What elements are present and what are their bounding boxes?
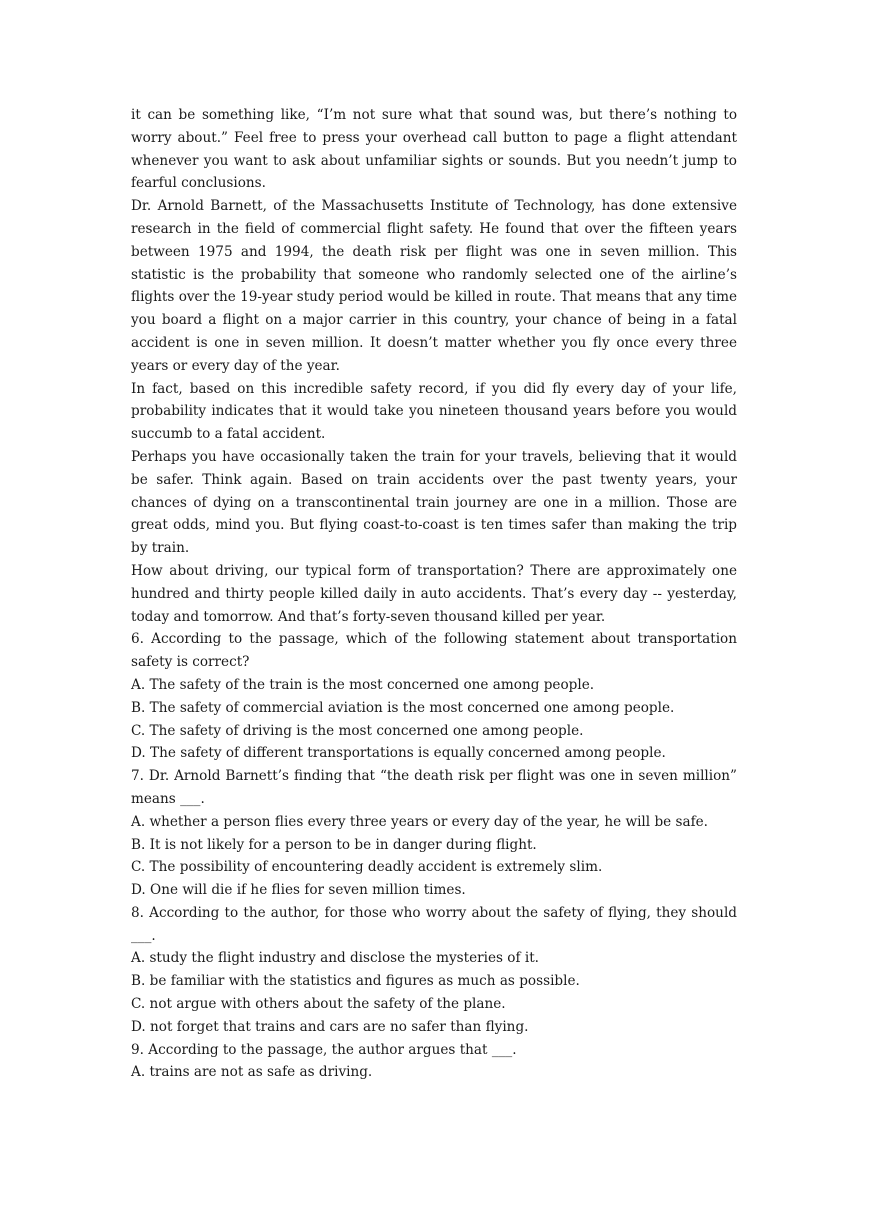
- question-7: [131, 765, 737, 902]
- question-9: [131, 1039, 737, 1085]
- answer-option: A. The safety of the train is the most concerned one among people.: [131, 676, 595, 693]
- question-stem: 9. According to the passage, the author argues that ___.: [131, 1041, 517, 1058]
- passage-paragraph: In fact, based on this incredible safety record, if you did fly every day of your life, probability indicates that it would take you nineteen thousand years before you would succumb to a fatal accident.: [131, 380, 737, 443]
- answer-option: C. The possibility of encountering deadly accident is extremely slim.: [131, 859, 603, 876]
- answer-option: B. It is not likely for a person to be in danger during flight.: [131, 836, 537, 853]
- passage-paragraph: it can be something like, “I’m not sure what that sound was, but there’s nothing to worry about.” Feel free to press your overhead call button to page a flight attendant whenever you want to ask about unfamiliar sights or sounds. But you needn’t jump to fearful conclusions.: [131, 107, 737, 192]
- answer-option: D. not forget that trains and cars are no safer than flying.: [131, 1018, 529, 1035]
- question-stem: 7. Dr. Arnold Barnett’s finding that “the death risk per flight was one in seven million” means ___.: [131, 768, 737, 807]
- passage-paragraph: How about driving, our typical form of transportation? There are approximately one hundred and thirty people killed daily in auto accidents. That’s every day -- yesterday, today and tomorrow. And that’s forty-seven thousand killed per year.: [131, 562, 737, 625]
- answer-option: B. The safety of commercial aviation is the most concerned one among people.: [131, 699, 675, 716]
- document-page: [131, 104, 737, 1084]
- answer-option: D. One will die if he flies for seven million times.: [131, 882, 466, 899]
- passage: [131, 104, 737, 628]
- answer-option: C. The safety of driving is the most concerned one among people.: [131, 722, 584, 739]
- answer-option: C. not argue with others about the safety of the plane.: [131, 996, 506, 1013]
- answer-option: D. The safety of different transportations is equally concerned among people.: [131, 745, 666, 762]
- question-6: [131, 628, 737, 765]
- answer-option: B. be familiar with the statistics and figures as much as possible.: [131, 973, 580, 990]
- answer-option: A. whether a person flies every three years or every day of the year, he will be safe.: [131, 813, 708, 830]
- answer-option: A. study the flight industry and disclose the mysteries of it.: [131, 950, 539, 967]
- question-stem: 8. According to the author, for those who worry about the safety of flying, they should ___.: [131, 904, 737, 944]
- question-stem: 6. According to the passage, which of the following statement about transportation safety is correct?: [131, 631, 737, 671]
- answer-option: A. trains are not as safe as driving.: [131, 1064, 373, 1081]
- passage-paragraph: Perhaps you have occasionally taken the train for your travels, believing that it would be safer. Think again. Based on train accidents over the past twenty years, your chances of dying on a transcontinental train journey are one in a million. Those are great odds, mind you. But flying coast-to-coast is ten times safer than making the trip by train.: [131, 448, 737, 557]
- passage-paragraph: Dr. Arnold Barnett, of the Massachusetts Institute of Technology, has done extensive research in the field of commercial flight safety. He found that over the fifteen years between 1975 and 1994, the death risk per flight was one in seven million. This statistic is the probability that someone who randomly selected one of the airline’s flights over the 19-year study period would be killed in route. That means that any time you board a flight on a major carrier in this country, your chance of being in a fatal accident is one in seven million. It doesn’t matter whether you fly once every three years or every day of the year.: [131, 198, 737, 374]
- question-8: [131, 902, 737, 1039]
